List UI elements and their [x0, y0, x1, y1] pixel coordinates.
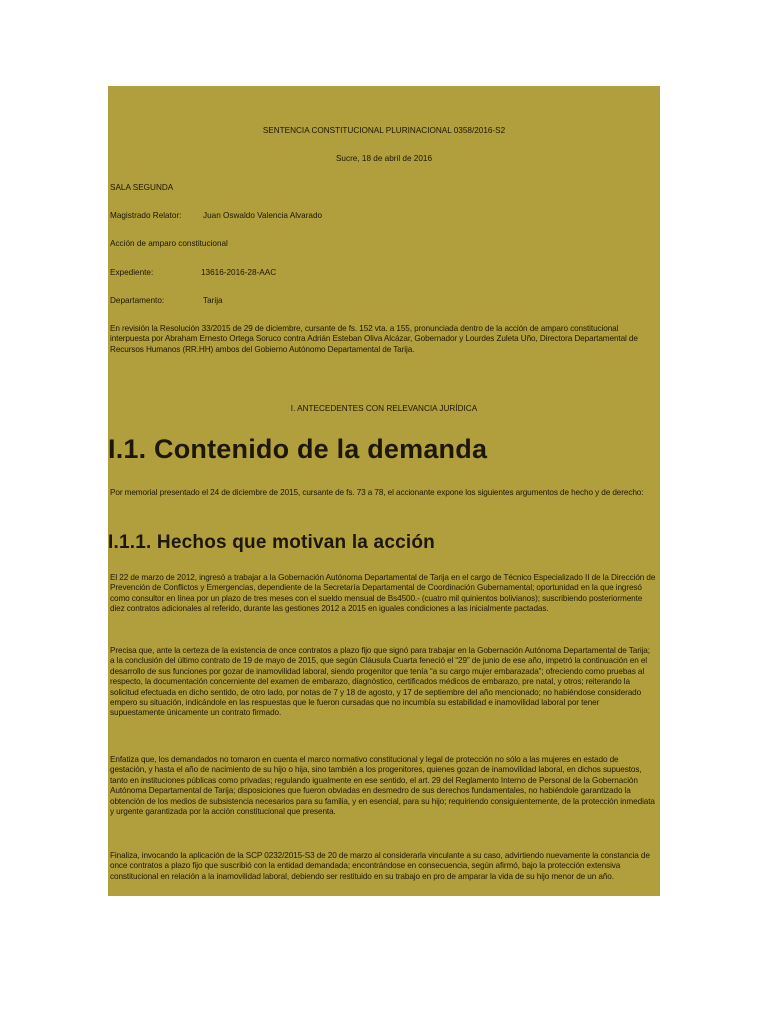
sala-label: SALA SEGUNDA	[110, 183, 174, 192]
hechos-paragraph-1: El 22 de marzo de 2012, ingresó a trabajar a la Gobernación Autónoma Departamental de Tarija en el cargo de Técnico Especializado II de la Dirección de Prevención de Conflictos y Emergencias, dependiente de la Secretaría Departamental de Coordinación Gubernamental; oportunidad en la que ingresó como consultor en línea por un plazo de tres meses con el sueldo mensual de Bs4500.- (cuatro mil quinientos bolivianos); suscribiendo posteriormente diez contratos adicionales al referido, durante las gestiones 2012 a 2015 en iguales condiciones a las inicialmente pactadas.	[110, 573, 656, 614]
section-title: I. ANTECEDENTES CON RELEVANCIA JURÍDICA	[290, 404, 478, 413]
hechos-paragraph-2: Precisa que, ante la certeza de la existencia de once contratos a plazo fijo que signó para trabajar en la Gobernación Autónoma Departamental de Tarija; a la conclusión del último contrato de 19 de mayo de 2015, que según Cláusula Cuarta feneció el “29” de junio de ese año, impetró la continuación en el desarrollo de sus funciones por gozar de inamovilidad laboral, siendo progenitor que tenía “a su cargo mujer embarazada”; ofreciendo como pruebas al respecto, la documentación concerniente del examen de embarazo, diagnóstico, certificados médicos de embarazo, pre natal, y otros; reiterando la solicitud efectuada en dicho sentido, de otro lado, por notas de 7 y 18 de agosto, y 17 de septiembre del año mencionado; no habiéndose considerado empero su situación, indicándole en las respuestas que le fueron cursadas que no incumbía su estabilidad e inamovilidad laboral por tener supuestamente únicamente un contrato firmado.	[110, 646, 650, 718]
departamento-label: Departamento:	[110, 296, 165, 305]
departamento-value: Tarija	[203, 296, 223, 305]
expediente-value: 13616-2016-28-AAC	[201, 268, 277, 277]
document-date: Sucre, 18 de abril de 2016	[335, 154, 433, 163]
magistrado-value: Juan Oswaldo Valencia Alvarado	[203, 211, 323, 220]
revision-paragraph: En revisión la Resolución 33/2015 de 29 de diciembre, cursante de fs. 152 vta. a 155, pronunciada dentro de la acción de amparo constitucional interpuesta por Abraham Ernesto Ortega Soruco contra Adrián Esteban Oliva Alcázar, Gobernador y Lourdes Zuleta Uño, Directora Departamental de Recursos Humanos (RR.HH) ambos del Gobierno Autónomo Departamental de Tarija.	[110, 324, 638, 354]
accion-label: Acción de amparo constitucional	[110, 239, 228, 248]
heading-contenido-demanda: I.1. Contenido de la demanda	[108, 434, 488, 464]
heading-hechos: I.1.1. Hechos que motivan la acción	[108, 532, 435, 553]
magistrado-label: Magistrado Relator:	[110, 211, 182, 220]
document-title: SENTENCIA CONSTITUCIONAL PLURINACIONAL 0358/2016-S2	[262, 126, 506, 135]
hechos-paragraph-4: Finaliza, invocando la aplicación de la SCP 0232/2015-S3 de 20 de marzo al considerarla vinculante a su caso, advirtiendo nuevamente la constancia de once contratos a plazo fijo que suscribió con la entidad demandada; encontrándose en consecuencia, según afirmó, bajo la protección extensiva constitucional en relación a la inamovilidad laboral, debiendo ser restituido en su trabajo en pro de amparar la vida de su hijo menor de un año.	[110, 851, 650, 881]
expediente-label: Expediente:	[110, 268, 154, 277]
document-page	[108, 86, 660, 896]
hechos-paragraph-3: Enfatiza que, los demandados no tomaron en cuenta el marco normativo constitucional y legal de protección no sólo a las mujeres en estado de gestación, y hasta el año de nacimiento de su hijo o hija, sino también a los progenitores, quienes gozan de inamovilidad laboral, en dichos supuestos, tanto en instituciones públicas como privadas; regulando igualmente en ese sentido, el art. 29 del Reglamento Interno de Personal de la Gobernación Autónoma Departamental de Tarija; disposiciones que fueron obviadas en desmedro de sus derechos fundamentales, no habiéndole garantizado la obtención de los medios de subsistencia necesarios para su familia, y en esencial, para su hijo; requiriendo consiguientemente, de la protección inmediata y urgente garantizada por la acción constitucional que presenta.	[110, 755, 655, 817]
demanda-paragraph: Por memorial presentado el 24 de diciembre de 2015, cursante de fs. 73 a 78, el accionante expone los siguientes argumentos de hecho y de derecho:	[110, 488, 644, 497]
